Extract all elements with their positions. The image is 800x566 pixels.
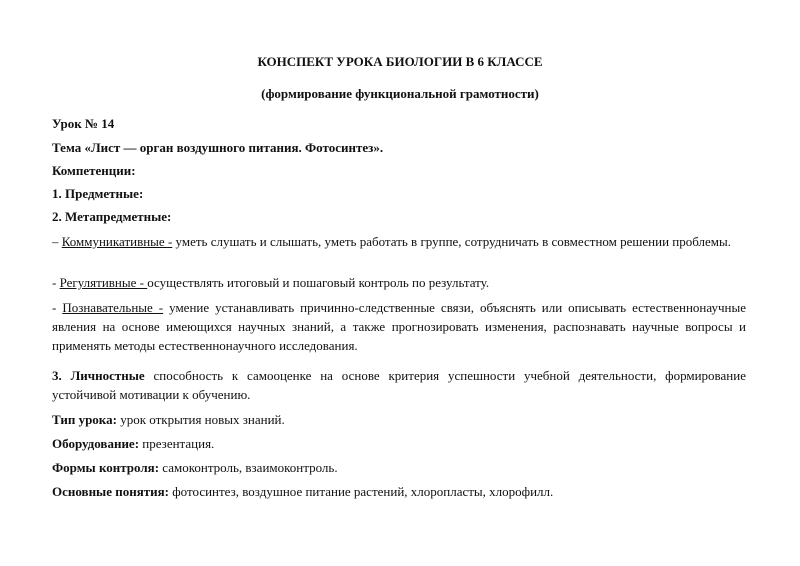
personal-label: 3. Личностные xyxy=(52,368,145,383)
cognitive-text: умение устанавливать причинно-следственные связи, объяснять или описывать естественнонаучные явления на основе имеющихся научных знаний, а также прогнозировать изменения, распознавать научные вопросы и применять методы естественнонаучного исследования. xyxy=(52,300,746,353)
control-forms-label: Формы контроля: xyxy=(52,460,160,475)
competencies-heading: Компетенции: xyxy=(52,163,136,178)
personal-text: способность к самооценке на основе критерия успешности учебной деятельности, формирование устойчивой мотивации к обучению. xyxy=(52,368,746,402)
cognitive-label: Познавательные - xyxy=(62,300,164,315)
equipment-line xyxy=(52,436,746,452)
key-concepts-label: Основные понятия: xyxy=(52,484,169,499)
document-title: КОНСПЕКТ УРОКА БИОЛОГИИ В 6 КЛАССЕ xyxy=(257,54,543,69)
regulatory-text: осуществлять итоговый и пошаговый контроль по результату. xyxy=(147,275,490,290)
key-concepts-text: фотосинтез, воздушное питание растений, хлоропласты, хлорофилл. xyxy=(168,484,554,499)
regulatory-label: Регулятивные - xyxy=(59,275,148,290)
communicative-paragraph xyxy=(52,232,746,251)
communicative-dash: - xyxy=(167,234,173,249)
lesson-topic: Тема «Лист — орган воздушного питания. Фотосинтез». xyxy=(52,140,384,155)
control-forms-text: самоконтроль, взаимоконтроль. xyxy=(159,460,338,475)
subject-competencies-heading: 1. Предметные: xyxy=(52,186,144,201)
regulatory-paragraph xyxy=(52,275,746,291)
document-subtitle: (формирование функциональной грамотности) xyxy=(261,86,539,101)
lesson-type-label: Тип урока: xyxy=(52,412,117,427)
equipment-label: Оборудование: xyxy=(52,436,140,451)
cognitive-prefix: - xyxy=(52,300,63,315)
cognitive-paragraph xyxy=(52,298,746,355)
regulatory-prefix: - xyxy=(52,275,60,290)
communicative-text: уметь слушать и слышать, уметь работать в группе, сотрудничать в совместном решении проблемы. xyxy=(172,234,732,249)
equipment-text: презентация. xyxy=(139,436,215,451)
communicative-prefix: – xyxy=(52,234,62,249)
lesson-type-text: урок открытия новых знаний. xyxy=(116,412,285,427)
control-forms-line xyxy=(52,460,746,476)
key-concepts-line xyxy=(52,484,746,500)
metasubject-competencies-heading: 2. Метапредметные: xyxy=(52,209,172,224)
lesson-number: Урок № 14 xyxy=(52,116,115,131)
communicative-label: Коммуникативные xyxy=(61,234,168,249)
lesson-type-line xyxy=(52,412,746,428)
personal-paragraph xyxy=(52,366,746,404)
